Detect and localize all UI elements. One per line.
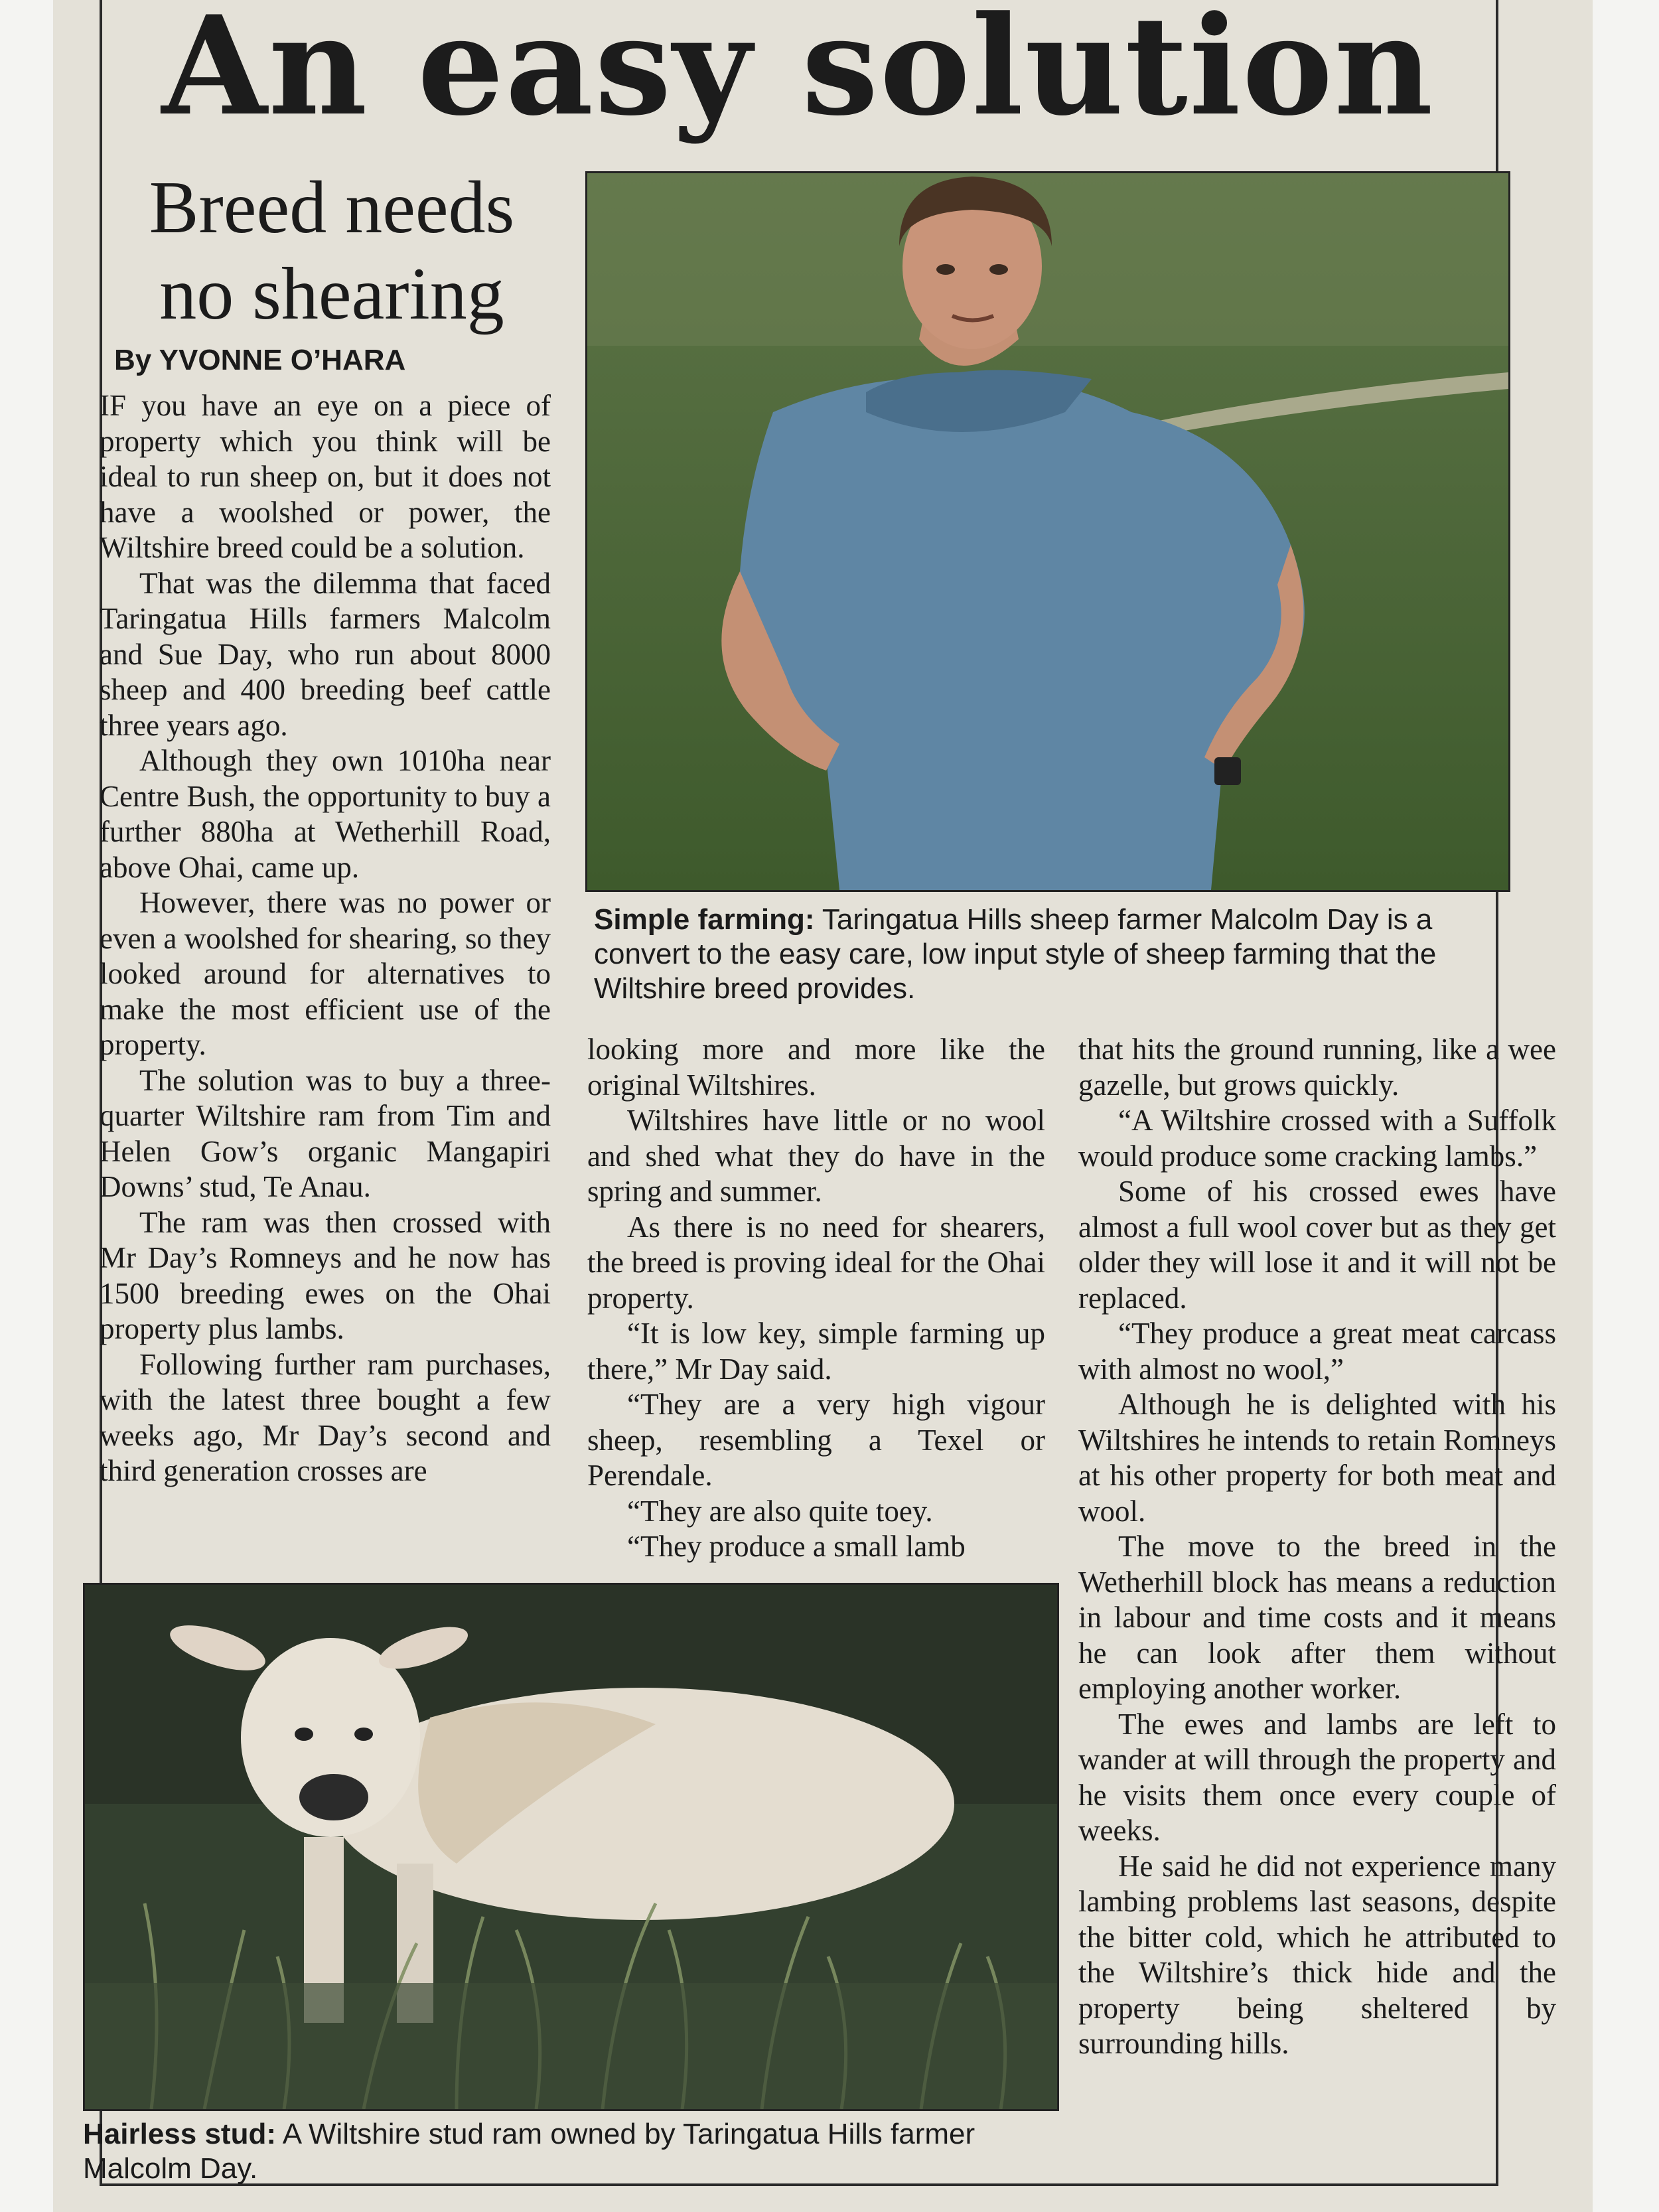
paragraph: IF you have an eye on a piece of property which you think will be ideal to run sheep on, but it does not have a woolshed or power, the Wiltshire breed could be a solution. (100, 389, 551, 564)
caption-text: Taringatua Hills sheep farmer Malcolm Day is a convert to the easy care, low input style of sheep farming that the Wiltshire breed provides. (594, 903, 1437, 1005)
caption-lead: Simple farming: (594, 903, 815, 936)
photo-caption-top (594, 903, 1513, 1006)
sheep-photo-icon (83, 1583, 1059, 2111)
paragraph: that hits the ground running, like a wee gazelle, but grows quickly. (1078, 1033, 1556, 1102)
paragraph: “They produce a great meat carcass with almost no wool,” (1078, 1317, 1556, 1386)
paragraph: “They are a very high vigour sheep, resembling a Texel or Perendale. (587, 1388, 1045, 1492)
article-column-1 (100, 388, 551, 1489)
photo-caption-bottom (83, 2117, 1058, 2186)
caption-lead: Hairless stud: (83, 2118, 276, 2150)
article-column-2 (587, 1032, 1045, 1565)
headline: An easy solution (161, 0, 1435, 146)
paragraph: The ram was then crossed with Mr Day’s Romneys and he now has 1500 breeding ewes on the Ohai property plus lambs. (100, 1205, 551, 1345)
paragraph: “They are also quite toey. (627, 1494, 933, 1528)
paragraph: looking more and more like the original Wiltshires. (587, 1033, 1045, 1102)
farmer-photo-icon (585, 171, 1510, 892)
paragraph: Some of his crossed ewes have almost a full wool cover but as they get older they will lose it and it will not be replaced. (1078, 1175, 1556, 1315)
byline: By YVONNE O’HARA (114, 344, 406, 376)
article-column-3 (1078, 1032, 1556, 2062)
caption-text: A Wiltshire stud ram owned by Taringatua Hills farmer Malcolm Day. (83, 2118, 975, 2185)
paragraph: Although they own 1010ha near Centre Bush, the opportunity to buy a further 880ha at Wetherhill Road, above Ohai, came up. (100, 744, 551, 884)
paragraph: However, there was no power or even a woolshed for shearing, so they looked around for alternatives to make the most efficient use of the property. (100, 886, 551, 1061)
paragraph: “They produce a small lamb (627, 1530, 966, 1563)
paragraph: Wiltshires have little or no wool and shed what they do have in the spring and summer. (587, 1104, 1045, 1208)
paragraph: That was the dilemma that faced Taringatua Hills farmers Malcolm and Sue Day, who run about 8000 sheep and 400 breeding beef cattle three years ago. (100, 566, 551, 742)
paragraph: The ewes and lambs are left to wander at will through the property and he visits them once every couple of weeks. (1078, 1707, 1556, 1847)
paragraph: The solution was to buy a three-quarter Wiltshire ram from Tim and Helen Gow’s organic Mangapiri Downs’ stud, Te Anau. (100, 1063, 551, 1203)
paragraph: “A Wiltshire crossed with a Suffolk would produce some cracking lambs.” (1078, 1104, 1556, 1173)
subheadline: Breed needs no shearing (149, 167, 515, 335)
paragraph: Following further ram purchases, with the latest three bought a few weeks ago, Mr Day’s second and third generation crosses are (100, 1347, 551, 1487)
paragraph: As there is no need for shearers, the breed is proving ideal for the Ohai property. (587, 1210, 1045, 1315)
paragraph: He said he did not experience many lambing problems last seasons, despite the bitter cold, which he attributed to the Wiltshire’s thick hide and the property being sheltered by surrounding hills. (1078, 1849, 1556, 2060)
paragraph: “It is low key, simple farming up there,” Mr Day said. (587, 1317, 1045, 1386)
paragraph: The move to the breed in the Wetherhill block has means a reduction in labour and time costs and it means he can look after them without employing another worker. (1078, 1530, 1556, 1705)
paragraph: Although he is delighted with his Wiltshires he intends to retain Romneys at his other property for both meat and wool. (1078, 1388, 1556, 1528)
